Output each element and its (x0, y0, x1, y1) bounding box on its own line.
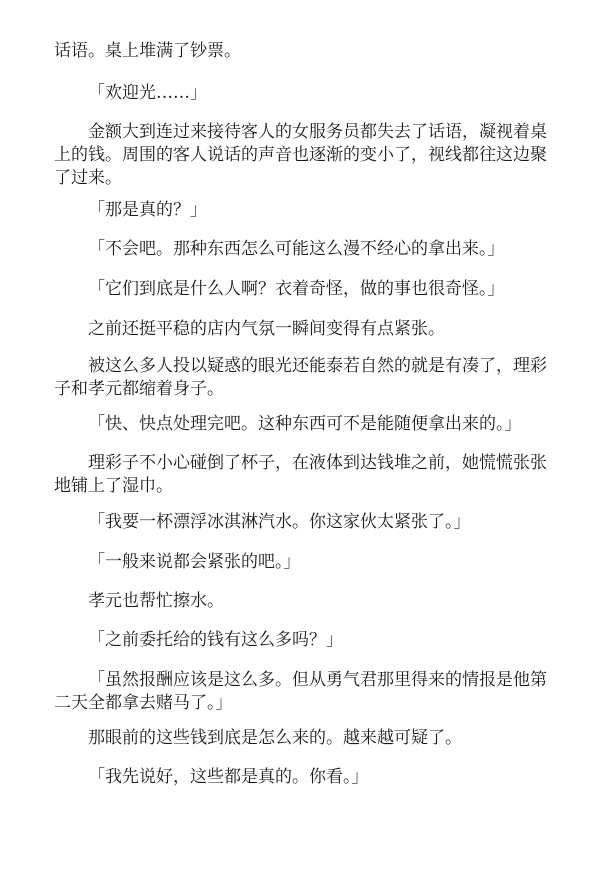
paragraph-11: 「我要一杯漂浮冰淇淋汽水。你这家伙太紧张了。」 (88, 512, 471, 532)
paragraph-8: 被这么多人投以疑惑的眼光还能泰若自然的就是有凑了，理彩子和孝元都缩着身子。 (54, 356, 547, 399)
paragraph-17: 「我先说好，这些都是真的。你看。」 (88, 767, 369, 787)
paragraph-14: 「之前委托给的钱有这么多吗？」 (88, 630, 343, 650)
paragraph-12: 「一般来说都会紧张的吧。」 (88, 552, 301, 572)
paragraph-9: 「快、快点处理完吧。这种东西可不是能随便拿出来的。」 (88, 414, 522, 434)
paragraph-4: 「那是真的？」 (88, 200, 207, 220)
paragraph-2: 「欢迎光……」 (88, 83, 207, 103)
paragraph-1: 话语。桌上堆满了钞票。 (54, 41, 241, 61)
paragraph-5: 「不会吧。那种东西怎么可能这么漫不经心的拿出来。」 (88, 239, 505, 259)
paragraph-3: 金额大到连过来接待客人的女服务员都失去了话语，凝视着桌上的钱。周围的客人说话的声音也逐渐的变小了，视线都往这边聚了过来。 (54, 122, 547, 188)
paragraph-16: 那眼前的这些钱到底是怎么来的。越来越可疑了。 (88, 728, 462, 748)
paragraph-10: 理彩子不小心碰倒了杯子，在液体到达钱堆之前，她慌慌张张地铺上了湿巾。 (54, 453, 547, 496)
paragraph-7: 之前还挺平稳的店内气氛一瞬间变得有点紧张。 (88, 319, 445, 339)
paragraph-13: 孝元也帮忙擦水。 (88, 591, 224, 611)
paragraph-15: 「虽然报酬应该是这么多。但从勇气君那里得来的情报是他第二天全都拿去赌马了。」 (54, 670, 547, 713)
paragraph-6: 「它们到底是什么人啊？衣着奇怪，做的事也很奇怪。」 (88, 279, 505, 299)
